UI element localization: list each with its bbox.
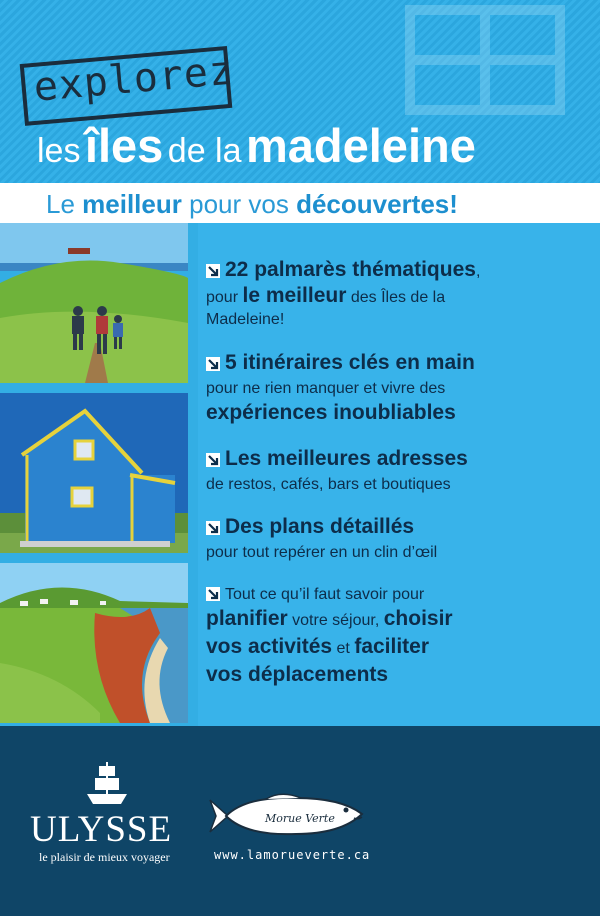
feature-1-line3: Madeleine! — [206, 311, 285, 328]
feature-2-line2: pour ne rien manquer et vivre des — [206, 380, 446, 397]
stamp-text: explorez — [31, 47, 236, 111]
photo-hikers — [0, 223, 188, 383]
feature-5-et: et — [336, 640, 350, 657]
window-frame-graphic — [390, 0, 600, 120]
feature-5 — [206, 584, 453, 688]
tagline-pour-vos: pour vos — [189, 189, 289, 219]
feature-2-line3: expériences inoubliables — [206, 401, 456, 424]
feature-3-heading: Les meilleures adresses — [225, 447, 468, 470]
arrow-icon — [206, 357, 220, 371]
tagline-meilleur: meilleur — [82, 189, 182, 219]
photo-red-cliffs — [0, 563, 188, 723]
feature-2-heading: 5 itinéraires clés en main — [225, 351, 475, 374]
book-title — [37, 118, 476, 173]
feature-3-line2: de restos, cafés, bars et boutiques — [206, 476, 451, 493]
feature-4-line2: pour tout repérer en un clin d’œil — [206, 544, 438, 561]
title-iles: îles — [84, 119, 164, 172]
feature-1-heading: 22 palmarès thématiques — [225, 258, 476, 281]
feature-1-post: des Îles de la — [350, 289, 446, 306]
feature-5-deplacements: vos déplacements — [206, 663, 389, 686]
ulysse-tagline: le plaisir de mieux voyager — [39, 850, 170, 864]
morue-verte-label: Morue Verte — [265, 812, 335, 825]
feature-5-choisir: choisir — [383, 607, 453, 630]
feature-5-faciliter: faciliter — [354, 635, 430, 658]
feature-5-planifier: planifier — [206, 607, 288, 630]
feature-1-bold: le meilleur — [242, 284, 347, 307]
feature-1-comma: , — [475, 263, 481, 280]
title-de-la: de la — [167, 132, 242, 170]
feature-2 — [206, 350, 475, 426]
title-les: les — [37, 132, 81, 170]
arrow-icon — [206, 521, 220, 535]
ulysse-logo-text: ULYSSE — [30, 809, 173, 850]
arrow-icon — [206, 587, 220, 601]
feature-5-line1: Tout ce qu’il faut savoir pour — [225, 586, 425, 603]
feature-4-heading: Des plans détaillés — [225, 515, 415, 538]
morue-verte-url[interactable]: www.lamorueverte.ca — [214, 848, 371, 862]
feature-5-votre-sejour: votre séjour, — [292, 612, 380, 629]
ship-icon — [85, 760, 129, 806]
title-madeleine: madeleine — [245, 119, 476, 172]
photo-blue-house — [0, 393, 188, 553]
feature-4 — [206, 514, 437, 564]
feature-1 — [206, 257, 480, 331]
arrow-icon — [206, 264, 220, 278]
feature-5-activites: vos activités — [206, 635, 333, 658]
tagline-le: Le — [46, 189, 75, 219]
feature-3 — [206, 446, 468, 496]
feature-1-pre: pour — [206, 289, 239, 306]
arrow-icon — [206, 453, 220, 467]
tagline — [46, 189, 458, 220]
tagline-decouvertes: découvertes! — [296, 189, 458, 219]
